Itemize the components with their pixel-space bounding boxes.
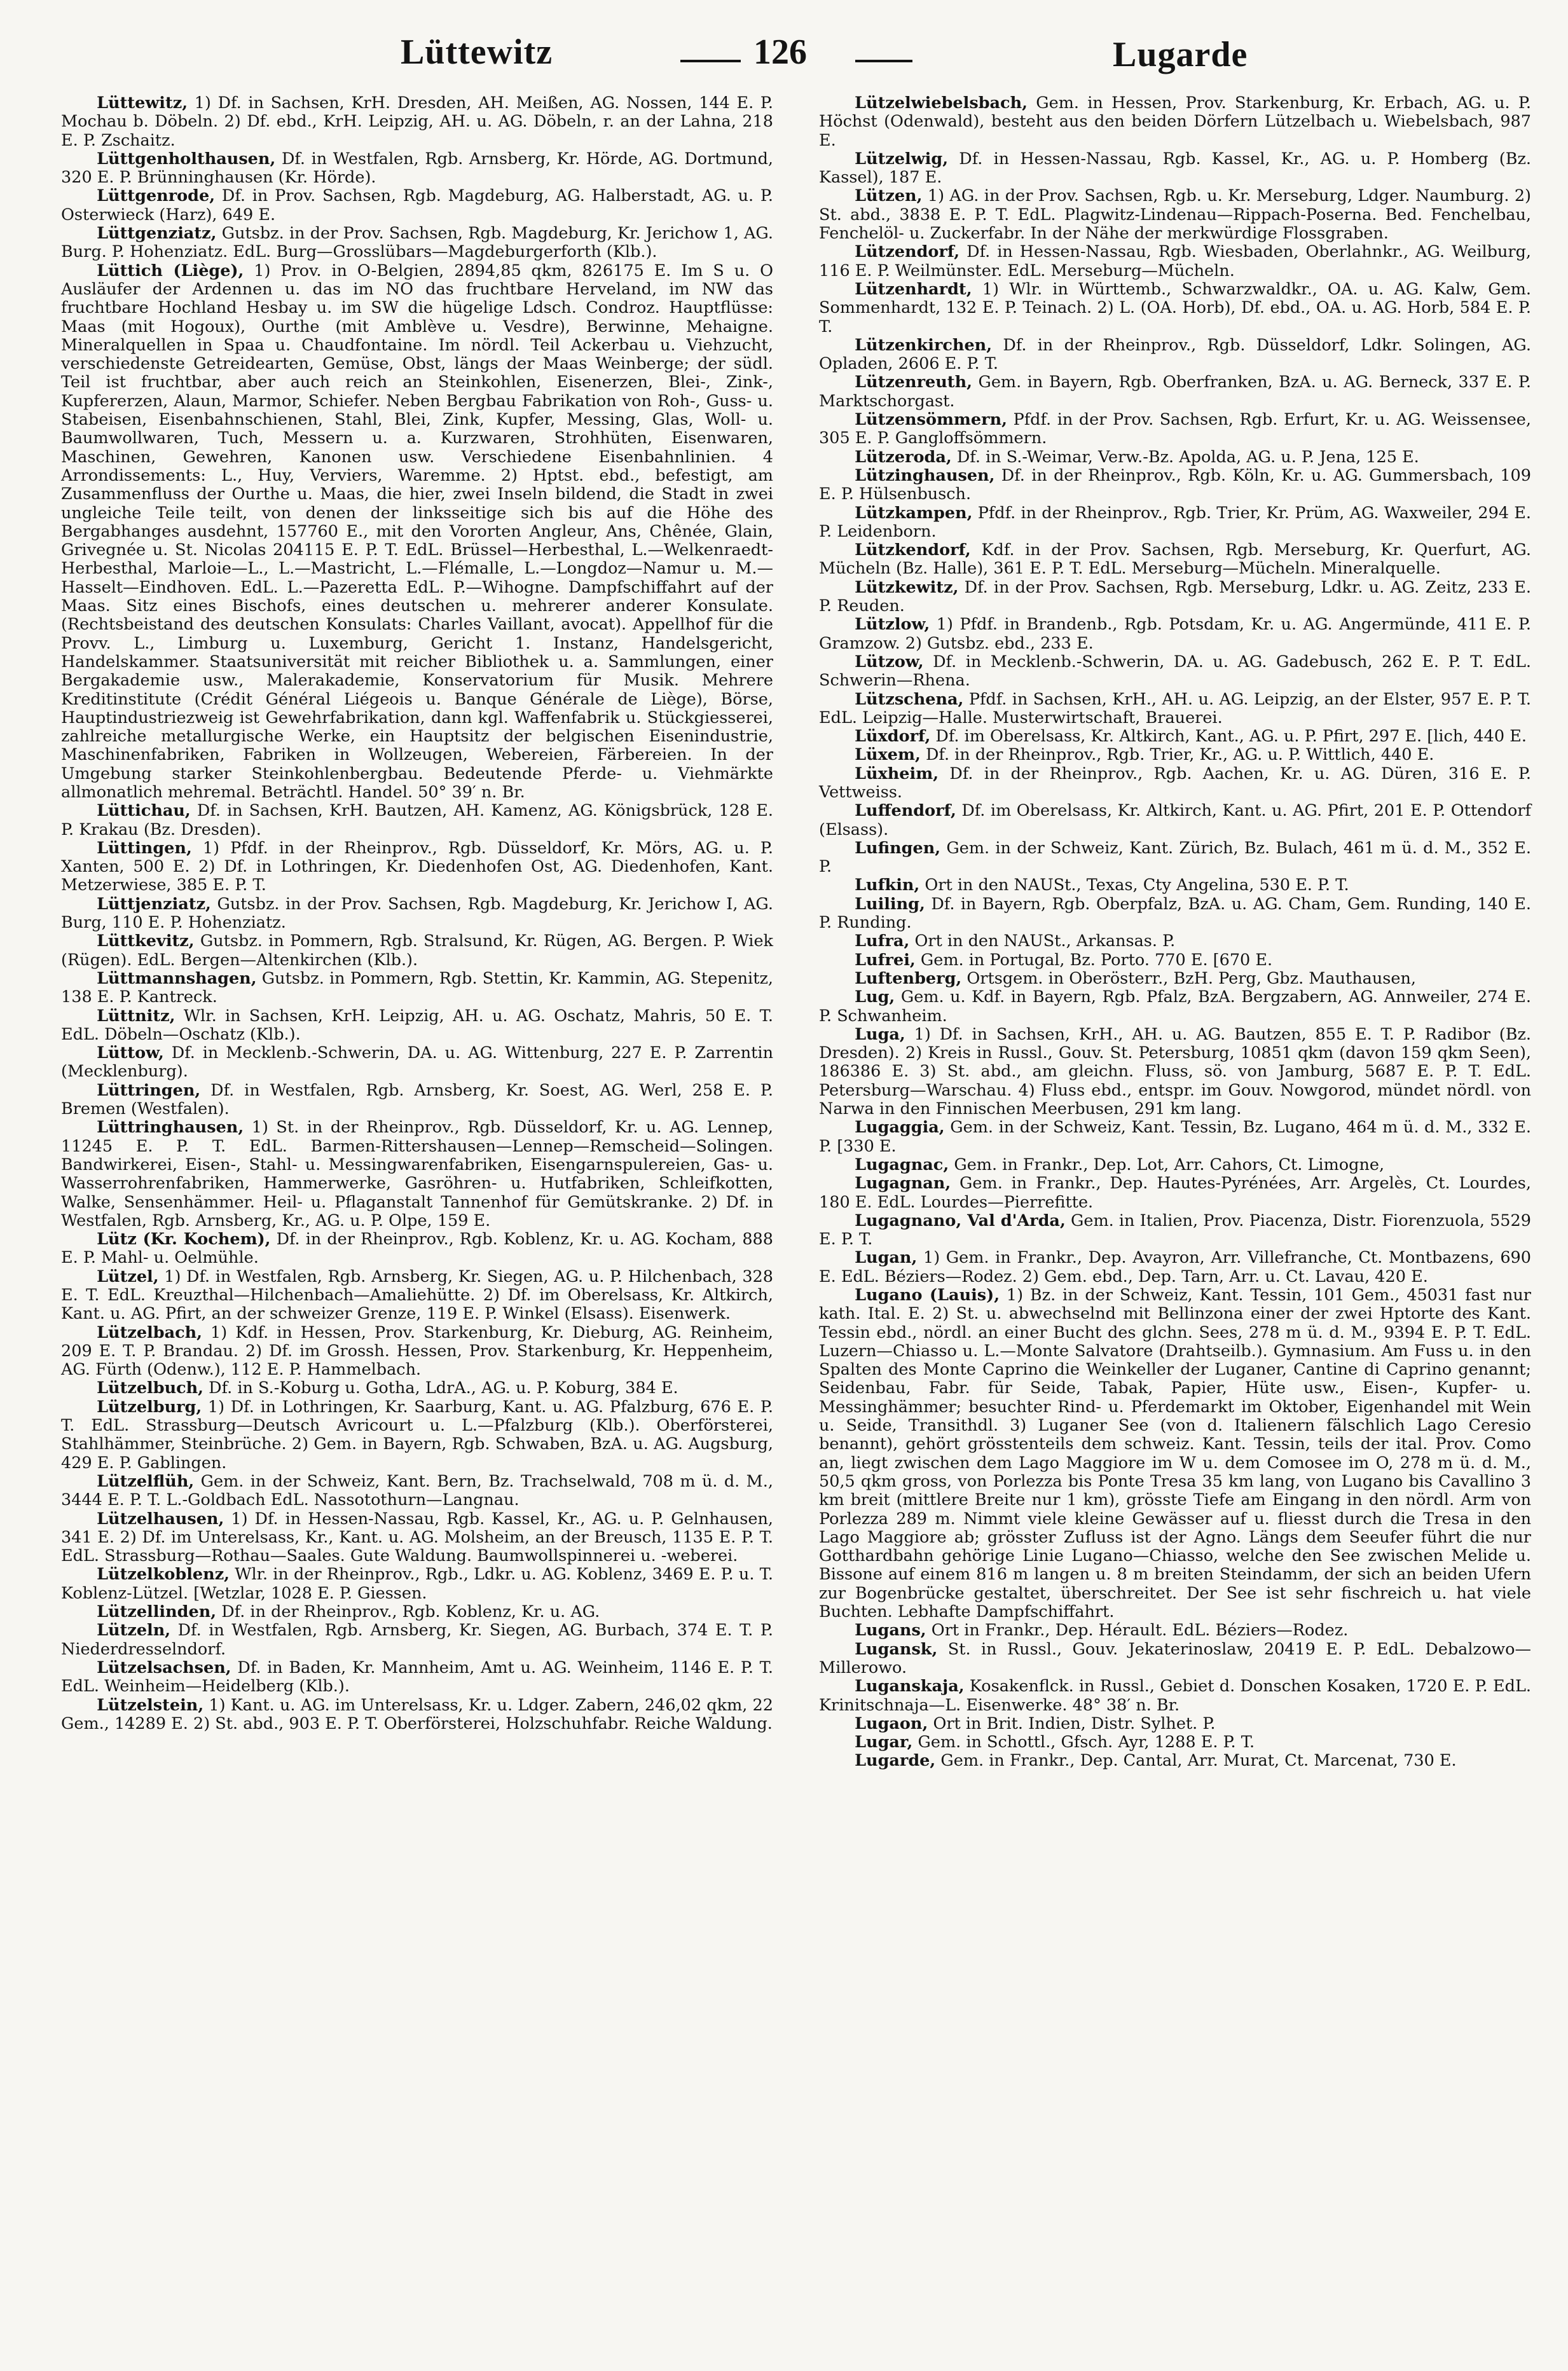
dictionary-entry [61, 224, 773, 262]
entry-headword: Lüttow, [97, 1043, 164, 1063]
entry-headword: Lützkendorf, [855, 540, 971, 560]
entry-text: 1) Gem. in Frankr., Dep. Avayron, Arr. Villefranche, Ct. Montbazens, 690 E. EdL. Béziers—Rodez. 2) Gem. ebd., Dep. Tarn, Arr. u. Ct. Lavau, 420 E. [819, 1248, 1531, 1286]
entry-text: 1) Wlr. in Württemb., Schwarzwaldkr., OA. u. AG. Kalw, Gem. Sommenhardt, 132 E. P. Teinach. 2) L. (OA. Horb), Df. ebd., OA. u. AG. Horb, 584 E. P. T. [819, 279, 1531, 336]
entry-headword: Lützelwig, [855, 149, 949, 168]
dictionary-entry [61, 1398, 773, 1473]
dictionary-entry [819, 1715, 1531, 1733]
entry-text: Df. in Prov. Sachsen, Rgb. Magdeburg, AG. Halberstadt, AG. u. P. Osterwieck (Harz), 649 E. [61, 186, 773, 224]
dictionary-entry [61, 1621, 773, 1659]
dictionary-entry [819, 1286, 1531, 1621]
dictionary-entry [819, 746, 1531, 764]
entry-text: Gem. in Schottl., Gfsch. Ayr, 1288 E. P. T. [912, 1733, 1255, 1752]
entry-text: 1) Kdf. in Hessen, Prov. Starkenburg, Kr. Dieburg, AG. Reinheim, 209 E. T. P. Brandau. 2) Df. im Grossh. Hessen, Prov. Starkenburg, Kr. Heppenheim, AG. Fürth (Odenw.), 112 E. P. Hammelbach. [61, 1323, 773, 1380]
entry-text: 1) Df. in Lothringen, Kr. Saarburg, Kant. u. AG. Pfalzburg, 676 E. P. T. EdL. Strassburg—Deutsch Avricourt u. L.—Pfalzburg (Klb.). Oberförsterei, Stahlhämmer, Steinbrüche. 2) Gem. in Bayern, Rgb. Schwaben, BzA. u. AG. Augsburg, 429 E. P. Gablingen. [61, 1397, 773, 1473]
entry-headword: Lützelbach, [97, 1323, 203, 1342]
entry-headword: Lützellinden, [97, 1602, 217, 1622]
entry-text: 1) Kant. u. AG. im Unterelsass, Kr. u. Ldger. Zabern, 246,02 qkm, 22 Gem., 14289 E. 2) St. abd., 903 E. P. T. Oberförsterei, Holzschuhfabr. Reiche Waldung. [61, 1695, 773, 1733]
entry-headword: Lüttmannshagen, [97, 968, 257, 988]
dictionary-entry [819, 653, 1531, 691]
entry-headword: Lützschena, [855, 689, 964, 709]
entry-text: Ort in Frankr., Dep. Hérault. EdL. Béziers—Rodez. [926, 1621, 1349, 1640]
dictionary-entry [819, 541, 1531, 579]
dictionary-entry [61, 932, 773, 970]
entry-text: Gem. in Hessen, Prov. Starkenburg, Kr. Erbach, AG. u. P. Höchst (Odenwald), besteht aus den beiden Dörfern Lützelbach u. Wiebelsbach, 987 E. [819, 93, 1531, 150]
entry-text: Df. in Westfalen, Rgb. Arnsberg, Kr. Hörde, AG. Dortmund, 320 E. P. Brünninghausen (Kr. Hörde). [61, 149, 773, 188]
entry-headword: Lützkampen, [855, 503, 973, 523]
entry-headword: Lugan, [855, 1248, 918, 1268]
entry-text: 1) Df. in Sachsen, KrH., AH. u. AG. Bautzen, 855 E. T. P. Radibor (Bz. Dresden). 2) Kreis in Russl., Gouv. St. Petersburg, 10851 qkm (davon 159 qkm Seen), 186386 E. 3) St. abd., am gleichn. Fluss, sö. von Jamburg, 5687 E. P. T. EdL. Petersburg—Warschau. 4) Fluss ebd., entspr. im Gouv. Nowgorod, mündet nördl. von Narwa in den Finnischen Meerbusen, 291 km lang. [819, 1024, 1531, 1119]
entry-text: Pfdf. in der Prov. Sachsen, Rgb. Erfurt, Kr. u. AG. Weissensee, 305 E. P. Gangloffsömmern. [819, 410, 1531, 448]
entry-headword: Lützelflüh, [97, 1471, 195, 1491]
page-header [70, 27, 1498, 90]
entry-headword: Lützelsachsen, [97, 1658, 231, 1677]
entry-headword: Luffendorf, [855, 801, 956, 821]
entry-text: Gem. in Bayern, Rgb. Oberfranken, BzA. u. AG. Berneck, 337 E. P. Marktschorgast. [819, 373, 1531, 411]
entry-headword: Lugaon, [855, 1714, 928, 1733]
entry-text: Gem. in Frankr., Dep. Lot, Arr. Cahors, Ct. Limogne, [949, 1155, 1385, 1174]
dictionary-entry [819, 411, 1531, 448]
entry-headword: Lüttichau, [97, 801, 191, 821]
entry-text: Df. in der Rheinprov., Rgb. Koblenz, Kr. u. AG. [216, 1602, 600, 1622]
entry-headword: Lüttkevitz, [97, 931, 195, 951]
dictionary-entry [819, 1026, 1531, 1118]
running-head-right: Lugarde [1113, 35, 1248, 74]
entry-text: Gutsbz. in der Prov. Sachsen, Rgb. Magdeburg, Kr. Jerichow 1, AG. Burg. P. Hohenziatz. EdL. Burg—Grosslübars—Magdeburgerforth (Klb.). [61, 224, 773, 262]
entry-headword: Luiling, [855, 894, 925, 914]
entry-text: Wlr. in der Rheinprov., Rgb., Ldkr. u. AG. Koblenz, 3469 E. P. u. T. Koblenz-Lützel. [Wetzlar, 1028 E. P. Giessen. [61, 1565, 773, 1603]
entry-headword: Lützen, [855, 186, 923, 206]
entry-text: Df. im Oberelsass, Kr. Altkirch, Kant., AG. u. P. Pfirt, 297 E. [lich, 440 E. [930, 727, 1527, 746]
entry-text: Df. in der Rheinprov., Rgb. Köln, Kr. u. AG. Gummersbach, 109 E. P. Hülsenbusch. [819, 465, 1531, 504]
entry-headword: Lug, [855, 987, 895, 1007]
entry-headword: Lütz (Kr. Kochem), [97, 1230, 271, 1249]
dictionary-entry [61, 1510, 773, 1566]
entry-text: 1) Pfdf. in der Rheinprov., Rgb. Düsseldorf, Kr. Mörs, AG. u. P. Xanten, 500 E. 2) Df. in Lothringen, Kr. Diedenhofen Ost, AG. Diedenhofen, Kant. Metzerwiese, 385 E. P. T. [61, 838, 773, 895]
dictionary-entry [61, 1324, 773, 1380]
dictionary-entry [819, 932, 1531, 951]
entry-text: Gutsbz. in Pommern, Rgb. Stralsund, Kr. Rügen, AG. Bergen. P. Wiek (Rügen). EdL. Bergen—Altenkirchen (Klb.). [61, 931, 773, 970]
entry-text: Df. in der Rheinprov., Rgb. Aachen, Kr. u. AG. Düren, 316 E. P. Vettweiss. [819, 764, 1531, 802]
dictionary-entry [819, 839, 1531, 877]
entry-headword: Lützeln, [97, 1621, 171, 1640]
entry-text: Df. in Hessen-Nassau, Rgb. Wiesbaden, Oberlahnkr., AG. Weilburg, 116 E. P. Weilmünster. EdL. Merseburg—Mücheln. [819, 242, 1531, 280]
entry-text: Df. in S.-Weimar, Verw.-Bz. Apolda, AG. u. P. Jena, 125 E. [951, 447, 1419, 467]
dictionary-entry [819, 1212, 1531, 1249]
entry-text: Gutsbz. in Pommern, Rgb. Stettin, Kr. Kammin, AG. Stepenitz, 138 E. P. Kantreck. [61, 968, 773, 1007]
entry-headword: Lüttewitz, [97, 93, 188, 113]
entry-text: Df. in der Rheinprov., Rgb. Trier, Kr., AG. u. P. Wittlich, 440 E. [920, 745, 1434, 765]
entry-headword: Lufrei, [855, 950, 916, 970]
entry-headword: Lüttgenziatz, [97, 224, 217, 244]
entry-headword: Lüttgenholthausen, [97, 149, 276, 168]
running-head-left: Lüttewitz [401, 32, 553, 72]
entry-headword: Lützelwiebelsbach, [855, 93, 1028, 113]
entry-headword: Lugagnan, [855, 1174, 951, 1193]
entry-headword: Lützelstein, [97, 1695, 204, 1715]
entry-text: Gem. in Italien, Prov. Piacenza, Distr. Fiorenzuola, 5529 E. P. T. [819, 1211, 1531, 1249]
entry-text: Df. in der Prov. Sachsen, Rgb. Merseburg, Ldkr. u. AG. Zeitz, 233 E. P. Reuden. [819, 577, 1531, 616]
dictionary-entry [61, 1044, 773, 1082]
entry-text: Ort in den NAUSt., Arkansas. P. [909, 931, 1176, 951]
entry-text: Gem. in der Schweiz, Kant. Tessin, Bz. Lugano, 464 m ü. d. M., 332 E. P. [330 E. [819, 1118, 1531, 1156]
entry-text: Df. in Hessen-Nassau, Rgb. Kassel, Kr., AG. u. P. Homberg (Bz. Kassel), 187 E. [819, 149, 1531, 188]
entry-headword: Luga, [855, 1024, 905, 1044]
dictionary-entry [819, 895, 1531, 933]
dictionary-entry [819, 94, 1531, 150]
entry-text: 1) St. in der Rheinprov., Rgb. Düsseldorf, Kr. u. AG. Lennep, 11245 E. P. T. EdL. Barmen-Rittershausen—Lennep—Remscheid—Solingen. Bandwirkerei, Eisen-, Stahl- u. Messingwarenfabriken, Eisengarnspulereien, Gas- u. Wasserrohrenfabriken, Hammerwerke, Gasröhren- u. Hutfabriken, Schleifkotten, Walke, Sensenhämmer. Heil- u. Pflaganstalt Tannenhof für Gemütskranke. 2) Df. in Westfalen, Rgb. Arnsberg, Kr., AG. u. P. Olpe, 159 E. [61, 1118, 773, 1230]
dictionary-entry [61, 895, 773, 933]
dictionary-entry [819, 504, 1531, 542]
entry-text: Gem. in der Schweiz, Kant. Bern, Bz. Trachselwald, 708 m ü. d. M., 3444 E. P. T. L.-Goldbach EdL. Nassotothurn—Langnau. [61, 1471, 773, 1510]
dictionary-entry [61, 187, 773, 224]
text-column-left [61, 94, 773, 1733]
text-column-right [819, 94, 1531, 1771]
entry-headword: Lützow, [855, 652, 924, 671]
entry-headword: Lützelbuch, [97, 1378, 204, 1398]
entry-text: Df. im Oberelsass, Kr. Altkirch, Kant. u. AG. Pfirt, 201 E. P. Ottendorf (Elsass). [819, 801, 1531, 839]
entry-headword: Lützenhardt, [855, 279, 972, 299]
entry-headword: Lugaggia, [855, 1118, 945, 1137]
entry-headword: Lüxheim, [855, 764, 939, 783]
entry-headword: Lüxdorf, [855, 727, 931, 746]
dictionary-entry [819, 802, 1531, 839]
dictionary-entry [819, 467, 1531, 504]
entry-headword: Lützelhausen, [97, 1509, 224, 1529]
entry-headword: Lüttingen, [97, 838, 192, 858]
entry-text: 1) Prov. in O-Belgien, 2894,85 qkm, 826175 E. Im S u. O Ausläufer der Ardennen u. das im NO das fruchtbare Herveland, im NW das fruchtbare Hochland Hesbay u. im SW die hügelige Ldsch. Condroz. Hauptflüsse: Maas (mit Hogoux), Ourthe (mit Amblève u. Vesdre), Berwinne, Mehaigne. Mineralquellen in Spaa u. Chaudfontaine. Im nördl. Teil Ackerbau u. Viehzucht, verschiedenste Getreidearten, Gemüse, Obst, längs der Maas Weinberge; der südl. Teil ist fruchtbar, aber auch reich an Steinkohlen, Eisenerzen, Blei-, Zink-, Kupfererzen, Alaun, Marmor, Schiefer. Neben Bergbau Fabrikation von Roh-, Guss- u. Stabeisen, Eisenbahnschienen, Stahl, Blei, Zink, Kupfer, Messing, Glas, Woll- u. Baumwollwaren, Tuch, Messern u. a. Kurzwaren, Strohhüten, Eisenwaren, Maschinen, Gewehren, Kanonen usw. Verschiedene Eisenbahnlinien. 4 Arrondissements: L., Huy, Verviers, Waremme. 2) Hptst. ebd., befestigt, am Zusammenfluss der Ourthe u. Maas, die hier, zwei Inseln bildend, die Stadt in zwei ungleiche Teile teilt, von denen der linksseitige sich bis auf die Höhe des Bergabhanges ausdehnt, 157760 E., mit den Vororten Angleur, Ans, Chênée, Glain, Grivegnée u. St. Nicolas 204115 E. P. T. EdL. Brüssel—Herbesthal, L.—Welkenraedt-Herbesthal, Marloie—L., L.—Mastricht, L.—Flémalle, L.—Longdoz—Namur u. M.—Hasselt—Eindhoven. EdL. L.—Pazeretta EdL. P.—Wihogne. Dampfschiffahrt auf der Maas. Sitz eines Bischofs, eines deutschen u. mehrerer anderer Konsulate. (Rechtsbeistand des deutschen Konsulats: Charles Vaillant, avocat). Appellhof für die Provv. L., Limburg u. Luxemburg, Gericht 1. Instanz, Handelsgericht, Handelskammer. Staatsuniversität mit reicher Bibliothek u. a. Sammlungen, einer Bergakademie usw., Malerakademie, Konservatorium für Musik. Mehrere Kreditinstitute (Crédit Général Liégeois u. Banque Générale de Liège), Börse, Hauptindustriezweig ist Gewehrfabrikation, dann kgl. Waffenfabrik u. Stückgiesserei, zahlreiche metallurgische Werke, ein Hauptsitz der belgischen Eisenindustrie, Maschinenfabriken, Fabriken in Wollzeugen, Webereien, Färbereien. In der Umgebung starker Steinkohlenbergbau. Bedeutende Pferde- u. Viehmärkte allmonatlich mehremal. Beträchtl. Handel. 50° 39′ n. Br. [61, 261, 773, 802]
dictionary-entry [819, 1752, 1531, 1770]
entry-text: Kdf. in der Prov. Sachsen, Rgb. Merseburg, Kr. Querfurt, AG. Mücheln (Bz. Halle), 361 E. P. T. EdL. Merseburg—Mücheln. Mineralquelle. [819, 540, 1531, 579]
dictionary-entry [819, 243, 1531, 280]
entry-text: Df. in der Rheinprov., Rgb. Koblenz, Kr. u. AG. Kocham, 888 E. P. Mahl- u. Oelmühle. [61, 1230, 773, 1268]
entry-headword: Lüttgenrode, [97, 186, 216, 206]
entry-headword: Lugarde, [855, 1751, 936, 1771]
dictionary-entry [819, 187, 1531, 243]
dictionary-entry [819, 988, 1531, 1026]
dictionary-entry [819, 1621, 1531, 1640]
entry-headword: Lützensömmern, [855, 410, 1007, 430]
entry-headword: Lützeroda, [855, 447, 952, 467]
entry-headword: Lüttich (Liège), [97, 261, 244, 280]
entry-text: Gem. u. Kdf. in Bayern, Rgb. Pfalz, BzA. Bergzabern, AG. Annweiler, 274 E. P. Schwanheim. [819, 987, 1531, 1026]
entry-text: Pfdf. in Sachsen, KrH., AH. u. AG. Leipzig, an der Elster, 957 E. P. T. EdL. Leipzig—Halle. Musterwirtschaft, Brauerei. [819, 689, 1531, 727]
entry-text: Gutsbz. in der Prov. Sachsen, Rgb. Magdeburg, Kr. Jerichow I, AG. Burg, 110 E. P. Hohenziatz. [61, 894, 773, 933]
entry-headword: Lützkewitz, [855, 577, 959, 597]
dictionary-entry [819, 1156, 1531, 1174]
entry-text: Ort in den NAUSt., Texas, Cty Angelina, 530 E. P. T. [919, 876, 1349, 895]
entry-headword: Luganskaja, [855, 1677, 965, 1696]
entry-headword: Lugans, [855, 1621, 926, 1640]
dictionary-entry [61, 1268, 773, 1324]
dictionary-entry [61, 1082, 773, 1119]
dictionary-entry [819, 1677, 1531, 1715]
entry-headword: Lützlow, [855, 615, 930, 635]
dictionary-entry [819, 280, 1531, 336]
dictionary-entry [819, 579, 1531, 616]
dictionary-entry [61, 1230, 773, 1268]
entry-text: Gem. in Frankr., Dep. Hautes-Pyrénées, Arr. Argelès, Ct. Lourdes, 180 E. EdL. Lourdes—Pierrefitte. [819, 1174, 1531, 1212]
entry-text: Df. in der Rheinprov., Rgb. Düsseldorf, Ldkr. Solingen, AG. Opladen, 2606 E. P. T. [819, 335, 1531, 374]
entry-text: Kosakenflck. in Russl., Gebiet d. Donschen Kosaken, 1720 E. P. EdL. Krinitschnaja—L. Eisenwerke. 48° 38′ n. Br. [819, 1677, 1531, 1715]
entry-headword: Lüttnitz, [97, 1006, 175, 1026]
entry-text: Df. in Bayern, Rgb. Oberpfalz, BzA. u. AG. Cham, Gem. Runding, 140 E. P. Runding. [819, 894, 1531, 933]
dictionary-entry [819, 951, 1531, 970]
dictionary-entry [819, 373, 1531, 411]
entry-headword: Lüttjenziatz, [97, 894, 211, 914]
entry-text: Df. in Westfalen, Rgb. Arnsberg, Kr. Siegen, AG. Burbach, 374 E. T. P. Niederdresselndorf. [61, 1621, 773, 1659]
entry-headword: Lugano (Lauis), [855, 1286, 1000, 1305]
dictionary-entry [61, 802, 773, 839]
entry-text: Df. in S.-Koburg u. Gotha, LdrA., AG. u. P. Koburg, 384 E. [203, 1378, 678, 1398]
entry-text: 1) Pfdf. in Brandenb., Rgb. Potsdam, Kr. u. AG. Angermünde, 411 E. P. Gramzow. 2) Gutsbz. ebd., 233 E. [819, 615, 1531, 653]
entry-text: Df. in Westfalen, Rgb. Arnsberg, Kr. Soest, AG. Werl, 258 E. P. Bremen (Westfalen). [61, 1080, 773, 1119]
dictionary-entry [61, 1565, 773, 1603]
entry-headword: Lützendorf, [855, 242, 960, 262]
entry-headword: Lützelburg, [97, 1397, 202, 1417]
entry-text: Gem. in Frankr., Dep. Cantal, Arr. Murat, Ct. Marcenat, 730 E. [935, 1751, 1457, 1771]
entry-headword: Lüttringhausen, [97, 1118, 244, 1137]
entry-text: Pfdf. in der Rheinprov., Rgb. Trier, Kr. Prüm, AG. Waxweiler, 294 E. P. Leidenborn. [819, 503, 1531, 541]
entry-text: 1) Df. in Hessen-Nassau, Rgb. Kassel, Kr., AG. u. P. Gelnhausen, 341 E. 2) Df. im Unterelsass, Kr., Kant. u. AG. Molsheim, an der Breusch, 1135 E. P. T. EdL. Strassburg—Rothau—Saales. Gute Waldung. Baumwollspinnerei u. -weberei. [61, 1509, 773, 1566]
entry-headword: Lüxem, [855, 745, 921, 765]
dictionary-entry [819, 448, 1531, 467]
dictionary-entry [61, 1473, 773, 1510]
entry-text: Wlr. in Sachsen, KrH. Leipzig, AH. u. AG. Oschatz, Mahris, 50 E. T. EdL. Döbeln—Oschatz (Klb.). [61, 1006, 773, 1044]
entry-headword: Lufingen, [855, 838, 941, 858]
entry-text: Gem. in Portugal, Bz. Porto. 770 E. [670 E. [915, 950, 1273, 970]
dictionary-entry [819, 765, 1531, 802]
dictionary-entry [61, 839, 773, 895]
entry-headword: Lützel, [97, 1267, 159, 1286]
dictionary-entry [819, 691, 1531, 728]
entry-headword: Lufkin, [855, 876, 920, 895]
entry-text: Df. in Mecklenb.-Schwerin, DA. u. AG. Gadebusch, 262 E. P. T. EdL. Schwerin—Rhena. [819, 652, 1531, 691]
entry-headword: Luftenberg, [855, 968, 962, 988]
header-rule-right [855, 60, 912, 62]
entry-headword: Lützenreuth, [855, 373, 972, 392]
dictionary-entry [819, 615, 1531, 653]
entry-text: Ort in Brit. Indien, Distr. Sylhet. P. [928, 1714, 1216, 1733]
entry-headword: Lugar, [855, 1733, 913, 1752]
dictionary-entry [61, 150, 773, 188]
dictionary-entry [819, 336, 1531, 374]
dictionary-entry [819, 876, 1531, 895]
dictionary-entry [819, 1174, 1531, 1212]
dictionary-entry [61, 94, 773, 150]
entry-text: St. in Russl., Gouv. Jekaterinoslaw, 20419 E. P. EdL. Debalzowo—Millerowo. [819, 1639, 1531, 1677]
entry-text: 1) Df. in Westfalen, Rgb. Arnsberg, Kr. Siegen, AG. u. P. Hilchenbach, 328 E. T. EdL. Kreuzthal—Hilchenbach—Amaliehütte. 2) Df. im Oberelsass, Kr. Altkirch, Kant. u. AG. Pfirt, an der schweizer Grenze, 119 E. P. Winkel (Elsass). Eisenwerk. [61, 1267, 773, 1324]
dictionary-entry [61, 1659, 773, 1696]
dictionary-entry [61, 970, 773, 1007]
entry-headword: Lützinghausen, [855, 465, 995, 485]
dictionary-entry [819, 1733, 1531, 1752]
entry-headword: Lufra, [855, 931, 910, 951]
dictionary-entry [819, 727, 1531, 746]
entry-text: 1) Df. in Sachsen, KrH. Dresden, AH. Meißen, AG. Nossen, 144 E. P. Mochau b. Döbeln. 2) Df. ebd., KrH. Leipzig, AH. u. AG. Döbeln, r. an der Lahna, 218 E. P. Zschaitz. [61, 93, 773, 150]
entry-headword: Lugagnac, [855, 1155, 949, 1174]
entry-text: Df. in Mecklenb.-Schwerin, DA. u. AG. Wittenburg, 227 E. P. Zarrentin (Mecklenburg). [61, 1043, 773, 1082]
dictionary-entry [61, 1603, 773, 1621]
dictionary-entry [61, 1379, 773, 1398]
entry-text: 1) AG. in der Prov. Sachsen, Rgb. u. Kr. Merseburg, Ldger. Naumburg. 2) St. abd., 3838 E. P. T. EdL. Plagwitz-Lindenau—Rippach-Poserna. Bed. Fenchelbau, Fenchelöl- u. Zuckerfabr. In der Nähe der merkwürdige Flossgraben. [819, 186, 1531, 244]
dictionary-entry [61, 1118, 773, 1230]
dictionary-entry [61, 262, 773, 802]
header-rule-left [680, 60, 741, 62]
entry-headword: Lugagnano, Val d'Arda, [855, 1211, 1066, 1230]
dictionary-entry [819, 1249, 1531, 1286]
dictionary-entry [819, 1118, 1531, 1156]
dictionary-entry [819, 150, 1531, 188]
dictionary-entry [819, 1640, 1531, 1678]
entry-text: Gem. in der Schweiz, Kant. Zürich, Bz. Bulach, 461 m ü. d. M., 352 E. P. [819, 838, 1531, 877]
entry-text: 1) Bz. in der Schweiz, Kant. Tessin, 101 Gem., 45031 fast nur kath. Ital. E. 2) St. u. abwechselnd mit Bellinzona einer der zwei Hptorte des Kant. Tessin ebd., nördl. an einer Bucht des glchn. Sees, 278 m ü. d. M., 9394 E. P. T. EdL. Luzern—Chiasso u. L.—Monte Salvatore (Drahtseilb.). Gymnasium. Am Fuss u. in den Spalten des Monte Caprino die Weinkeller der Luganer, Cantine di Caprino genannt; Seidenbau, Fabr. für Seide, Tabak, Papier, Hüte usw., Eisen-, Kupfer- u. Messinghämmer; besuchter Rind- u. Pferdemarkt im Oktober, Eigenhandel mit Wein u. Seide, Transithdl. 3) Luganer See (von d. Italienern fälschlich Lago Ceresio benannt), gehört grösstenteils dem schweiz. Kant. Tessin, teils der ital. Prov. Como an, liegt zwischen dem Lago Maggiore im W u. dem Comosee im O, 278 m ü. d. M., 50,5 qkm gross, von Porlezza bis Ponte Tresa 35 km lang, von Lugano bis Cavallino 3 km breit (mittlere Breite nur 1 km), grösste Tiefe am Eingang in den nördl. Arm von Porlezza 289 m. Nimmt viele kleine Gewässer auf u. fliesst durch die Tresa in den Lago Maggiore ab; grösster Zufluss ist der Agno. Längs dem Seeufer führt die nur Gotthardbahn gehörige Linie Lugano—Chiasso, welche den See zwischen Melide u. Bissone auf einem 816 m langen u. 8 m breiten Steindamm, der sich an beiden Ufern zur Bogenbrücke gestaltet, überschreitet. Der See ist sehr fischreich u. hat viele Buchten. Lebhafte Dampfschiffahrt. [819, 1286, 1531, 1622]
page-number: 126 [753, 32, 807, 72]
dictionary-entry [61, 1696, 773, 1734]
entry-headword: Lützelkoblenz, [97, 1565, 230, 1584]
dictionary-entry [819, 970, 1531, 988]
entry-text: Ortsgem. in Oberösterr., BzH. Perg, Gbz. Mauthausen, [961, 968, 1417, 988]
entry-headword: Lützenkirchen, [855, 335, 993, 355]
entry-text: Df. in Baden, Kr. Mannheim, Amt u. AG. Weinheim, 1146 E. P. T. EdL. Weinheim—Heidelberg (Klb.). [61, 1658, 773, 1696]
entry-headword: Lugansk, [855, 1639, 938, 1659]
entry-headword: Lüttringen, [97, 1080, 201, 1100]
dictionary-entry [61, 1007, 773, 1045]
entry-text: Df. in Sachsen, KrH. Bautzen, AH. Kamenz, AG. Königsbrück, 128 E. P. Krakau (Bz. Dresden). [61, 801, 773, 839]
